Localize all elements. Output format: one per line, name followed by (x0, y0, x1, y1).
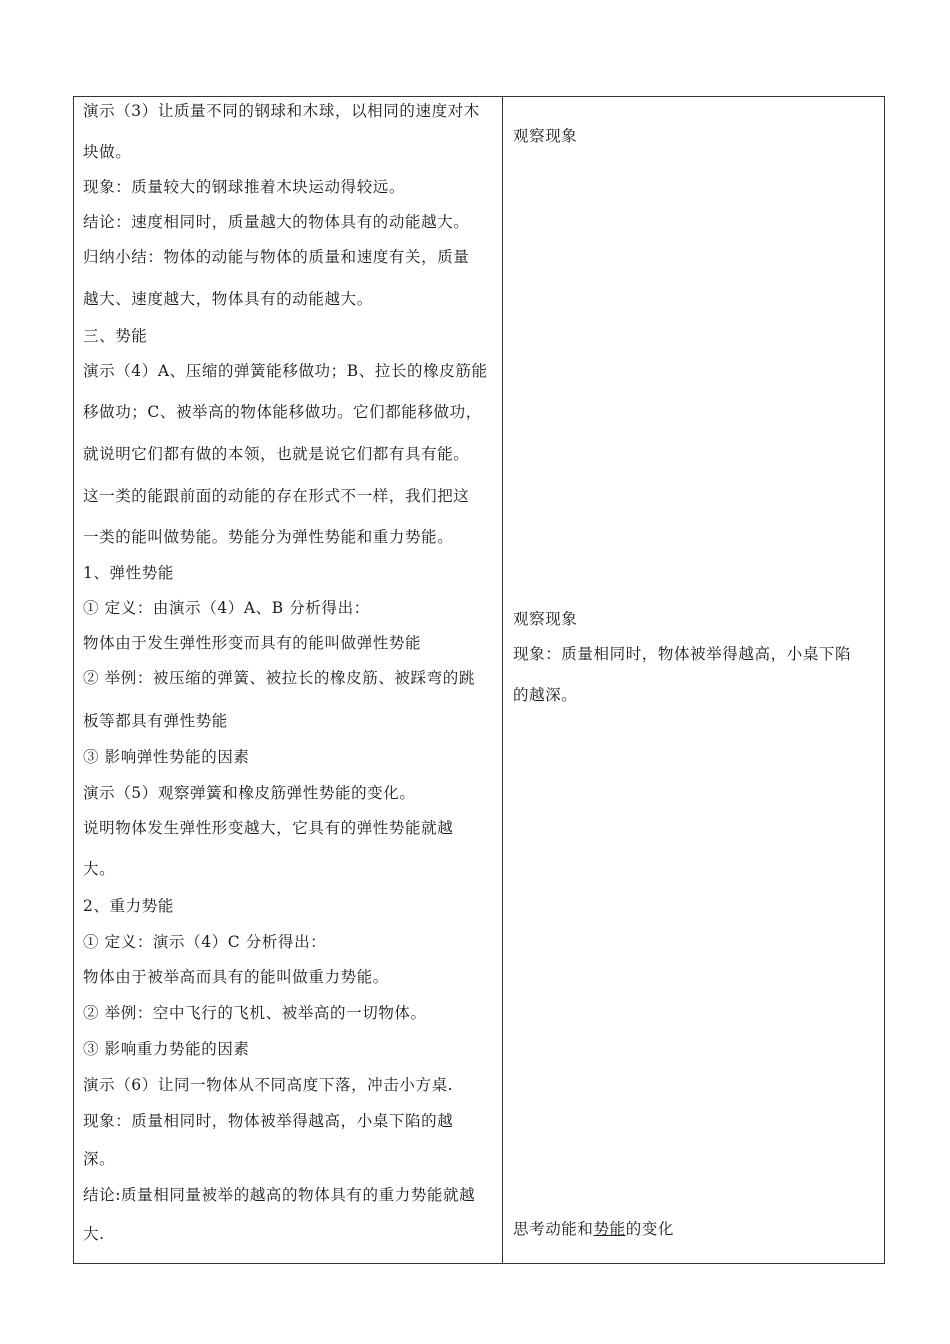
text-line: 说明物体发生弹性形变越大，它具有的弹性势能就越 (83, 819, 454, 837)
underlined-term: 势能 (593, 1220, 626, 1238)
text-line: 一类的能叫做势能。势能分为弹性势能和重力势能。 (83, 528, 454, 546)
text-line: 现象：质量较大的钢球推着木块运动得较远。 (83, 178, 406, 196)
think-prefix: 思考动能和 (513, 1220, 594, 1238)
text-line: 演示（5）观察弹簧和橡皮筋弹性势能的变化。 (83, 784, 416, 802)
text-line: 现象：质量相同时，物体被举得越高，小桌下陷的越 (83, 1112, 454, 1130)
text-line: 块做。 (83, 143, 132, 161)
text-line: 结论:质量相同量被举的越高的物体具有的重力势能就越 (83, 1186, 476, 1204)
text-line: ② 举例：空中飞行的飞机、被举高的一切物体。 (83, 1004, 427, 1022)
text-line: 板等都具有弹性势能 (83, 712, 228, 730)
text-line: 大。 (83, 860, 116, 878)
student-activity (513, 1219, 674, 1239)
column-divider (502, 97, 503, 1263)
text-line: 演示（6）让同一物体从不同高度下落，冲击小方桌. (83, 1076, 454, 1094)
text-line: 归纳小结：物体的动能与物体的质量和速度有关，质量 (83, 248, 470, 266)
text-line: 深。 (83, 1150, 116, 1168)
text-line: 演示（3）让质量不同的钢球和木球，以相同的速度对木 (83, 102, 480, 120)
text-line: 这一类的能跟前面的动能的存在形式不一样，我们把这 (83, 487, 470, 505)
text-line: ② 举例：被压缩的弹簧、被拉长的橡皮筋、被踩弯的跳 (83, 669, 475, 687)
subsection-heading: 2、重力势能 (83, 897, 174, 915)
text-line: ③ 影响弹性势能的因素 (83, 748, 250, 766)
text-line: 物体由于被举高而具有的能叫做重力势能。 (83, 968, 389, 986)
section-heading: 三、势能 (83, 327, 148, 345)
text-line: 越大、速度越大，物体具有的动能越大。 (83, 290, 373, 308)
text-line: ① 定义：由演示（4）A、B 分析得出： (83, 599, 370, 617)
text-line: 大. (83, 1225, 105, 1243)
text-line: ③ 影响重力势能的因素 (83, 1040, 250, 1058)
student-activity: 观察现象 (513, 610, 578, 628)
text-line: 结论：速度相同时，质量越大的物体具有的动能越大。 (83, 213, 470, 231)
text-line: 现象：质量相同时，物体被举得越高，小桌下陷 (513, 645, 852, 663)
text-line: 演示（4）A、压缩的弹簧能移做功；B、拉长的橡皮筋能 (83, 362, 488, 380)
think-suffix: 的变化 (625, 1220, 675, 1238)
lesson-table (73, 96, 885, 1264)
text-line: ① 定义：演示（4）C 分析得出： (83, 933, 327, 951)
subsection-heading: 1、弹性势能 (83, 564, 174, 582)
text-line: 物体由于发生弹性形变而具有的能叫做弹性势能 (83, 634, 422, 652)
text-line: 的越深。 (513, 686, 578, 704)
text-line: 就说明它们都有做的本领，也就是说它们都有具有能。 (83, 445, 470, 463)
student-activity: 观察现象 (513, 127, 578, 145)
text-line: 移做功；C、被举高的物体能移做功。它们都能移做功， (83, 403, 482, 421)
